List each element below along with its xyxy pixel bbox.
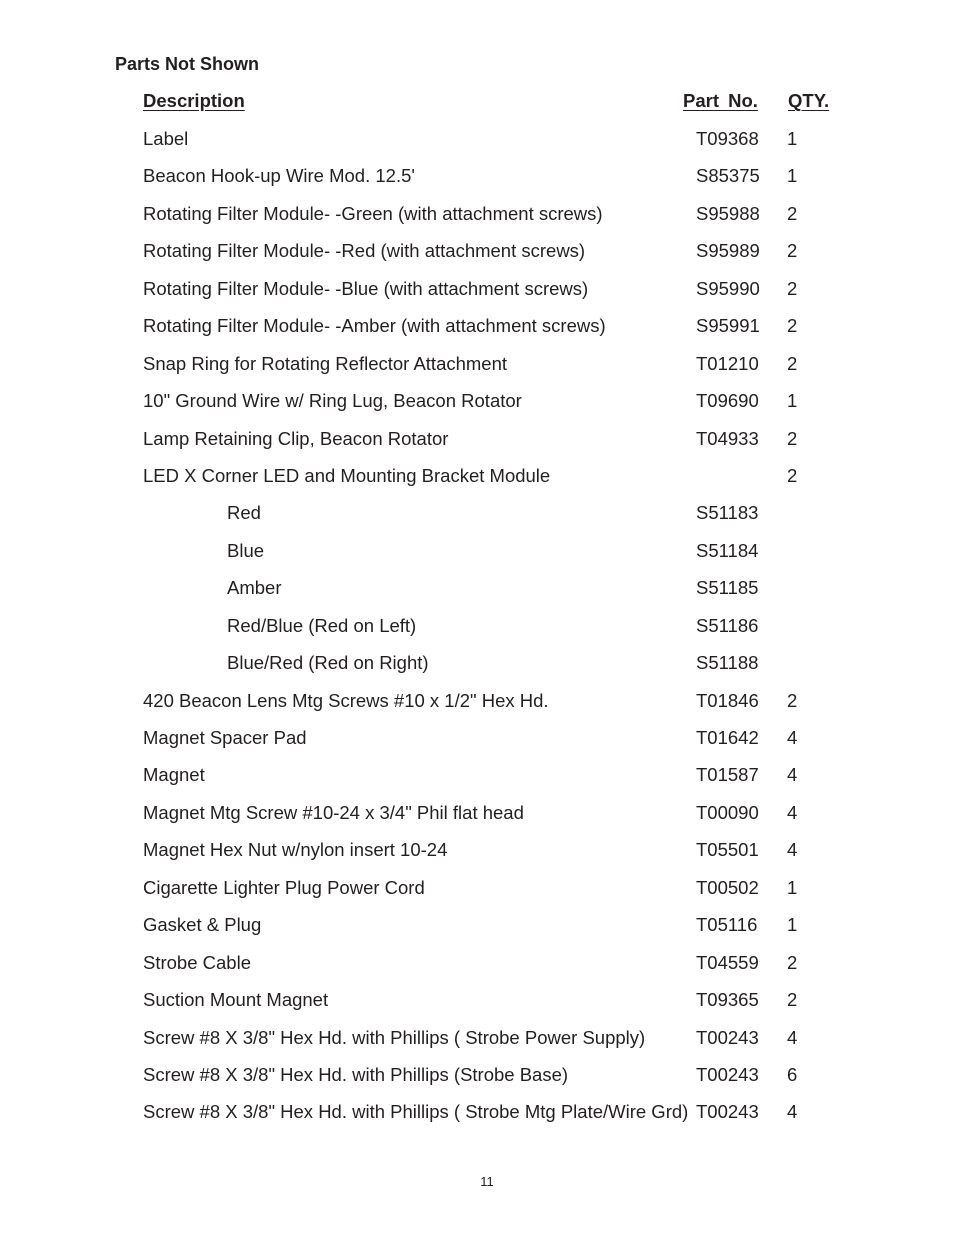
part-number: T01846 [696, 690, 759, 711]
part-quantity: 2 [787, 203, 798, 224]
part-number: T09365 [696, 989, 759, 1010]
table-row [0, 278, 954, 300]
part-quantity: 2 [787, 952, 798, 973]
part-number: T09690 [696, 390, 759, 411]
part-quantity: 6 [787, 1064, 798, 1085]
part-description: Rotating Filter Module- -Blue (with attachment screws) [143, 278, 589, 299]
part-description: Magnet Hex Nut w/nylon insert 10-24 [143, 839, 448, 860]
part-number: T05501 [696, 839, 759, 860]
part-description: Suction Mount Magnet [143, 989, 329, 1010]
table-row [0, 165, 954, 187]
table-row [0, 1101, 954, 1123]
part-number: T01587 [696, 764, 759, 785]
part-number: S95991 [696, 315, 760, 336]
part-quantity: 2 [787, 465, 798, 486]
part-description: Blue/Red (Red on Right) [227, 652, 429, 673]
part-quantity: 4 [787, 764, 798, 785]
part-description: Rotating Filter Module- -Green (with attachment screws) [143, 203, 603, 224]
part-number: T00243 [696, 1101, 759, 1122]
page-number: 11 [480, 1174, 494, 1189]
part-quantity: 1 [787, 877, 798, 898]
part-description: Amber [227, 577, 282, 598]
part-description: 10" Ground Wire w/ Ring Lug, Beacon Rotator [143, 390, 522, 411]
part-description: LED X Corner LED and Mounting Bracket Module [143, 465, 551, 486]
table-row [0, 465, 954, 487]
part-number: T04933 [696, 428, 759, 449]
table-row [0, 502, 954, 524]
part-quantity: 2 [787, 240, 798, 261]
part-description: Strobe Cable [143, 952, 251, 973]
part-description: Label [143, 128, 189, 149]
part-quantity: 2 [787, 315, 798, 336]
part-description: Screw #8 X 3/8" Hex Hd. with Phillips ( Strobe Power Supply) [143, 1027, 646, 1048]
table-row [0, 652, 954, 674]
table-row [0, 764, 954, 786]
table-row [0, 428, 954, 450]
part-description: Beacon Hook-up Wire Mod. 12.5' [143, 165, 415, 186]
part-number: T04559 [696, 952, 759, 973]
part-quantity: 2 [787, 353, 798, 374]
description-column-header: Description [143, 90, 245, 111]
part-number: T09368 [696, 128, 759, 149]
part-number: S95988 [696, 203, 760, 224]
table-row [0, 390, 954, 412]
part-description: Rotating Filter Module- -Red (with attachment screws) [143, 240, 586, 261]
part-number: T00243 [696, 1064, 759, 1085]
table-row [0, 540, 954, 562]
part-quantity: 4 [787, 802, 798, 823]
table-row [0, 914, 954, 936]
part-quantity: 1 [787, 914, 798, 935]
part-quantity: 4 [787, 1101, 798, 1122]
table-row [0, 315, 954, 337]
table-row [0, 802, 954, 824]
table-row [0, 839, 954, 861]
table-row [0, 952, 954, 974]
table-row [0, 690, 954, 712]
part-quantity: 4 [787, 1027, 798, 1048]
part-quantity: 1 [787, 390, 798, 411]
part-description: Red/Blue (Red on Left) [227, 615, 417, 636]
part-quantity: 2 [787, 428, 798, 449]
part-quantity: 2 [787, 690, 798, 711]
table-row [0, 203, 954, 225]
part-description: 420 Beacon Lens Mtg Screws #10 x 1/2" Hex Hd. [143, 690, 549, 711]
part-number: T01210 [696, 353, 759, 374]
part-number: S51185 [696, 577, 759, 598]
part-quantity: 2 [787, 989, 798, 1010]
part-description: Screw #8 X 3/8" Hex Hd. with Phillips ( Strobe Mtg Plate/Wire Grd) [143, 1101, 689, 1122]
part-description: Snap Ring for Rotating Reflector Attachment [143, 353, 508, 374]
table-row [0, 1027, 954, 1049]
table-row [0, 128, 954, 150]
table-row [0, 353, 954, 375]
part-description: Rotating Filter Module- -Amber (with attachment screws) [143, 315, 606, 336]
part-description: Magnet Mtg Screw #10-24 x 3/4" Phil flat head [143, 802, 524, 823]
table-row [0, 240, 954, 262]
part-quantity: 1 [787, 165, 798, 186]
part-quantity: 1 [787, 128, 798, 149]
part-number: T01642 [696, 727, 759, 748]
part-number: S51188 [696, 652, 759, 673]
part-description: Screw #8 X 3/8" Hex Hd. with Phillips (Strobe Base) [143, 1064, 569, 1085]
table-row [0, 577, 954, 599]
part-number: S51186 [696, 615, 759, 636]
part-quantity: 4 [787, 727, 798, 748]
part-description: Gasket & Plug [143, 914, 262, 935]
part-description: Lamp Retaining Clip, Beacon Rotator [143, 428, 449, 449]
part-number: T00243 [696, 1027, 759, 1048]
part-number: S95990 [696, 278, 760, 299]
part-no-column-header: Part No. [683, 90, 758, 111]
section-title: Parts Not Shown [115, 54, 260, 74]
part-description: Blue [227, 540, 265, 561]
part-quantity: 4 [787, 839, 798, 860]
part-description: Red [227, 502, 261, 523]
table-row [0, 727, 954, 749]
table-row [0, 615, 954, 637]
part-number: T00502 [696, 877, 759, 898]
part-number: S95989 [696, 240, 760, 261]
part-description: Magnet [143, 764, 205, 785]
part-number: T05116 [696, 914, 758, 935]
part-number: S51184 [696, 540, 759, 561]
part-number: S85375 [696, 165, 760, 186]
part-number: T00090 [696, 802, 759, 823]
table-row [0, 1064, 954, 1086]
table-row [0, 989, 954, 1011]
part-quantity: 2 [787, 278, 798, 299]
part-description: Magnet Spacer Pad [143, 727, 307, 748]
table-row [0, 877, 954, 899]
qty-column-header: QTY. [788, 90, 830, 111]
part-description: Cigarette Lighter Plug Power Cord [143, 877, 425, 898]
table-header-row [0, 90, 954, 112]
part-number: S51183 [696, 502, 759, 523]
